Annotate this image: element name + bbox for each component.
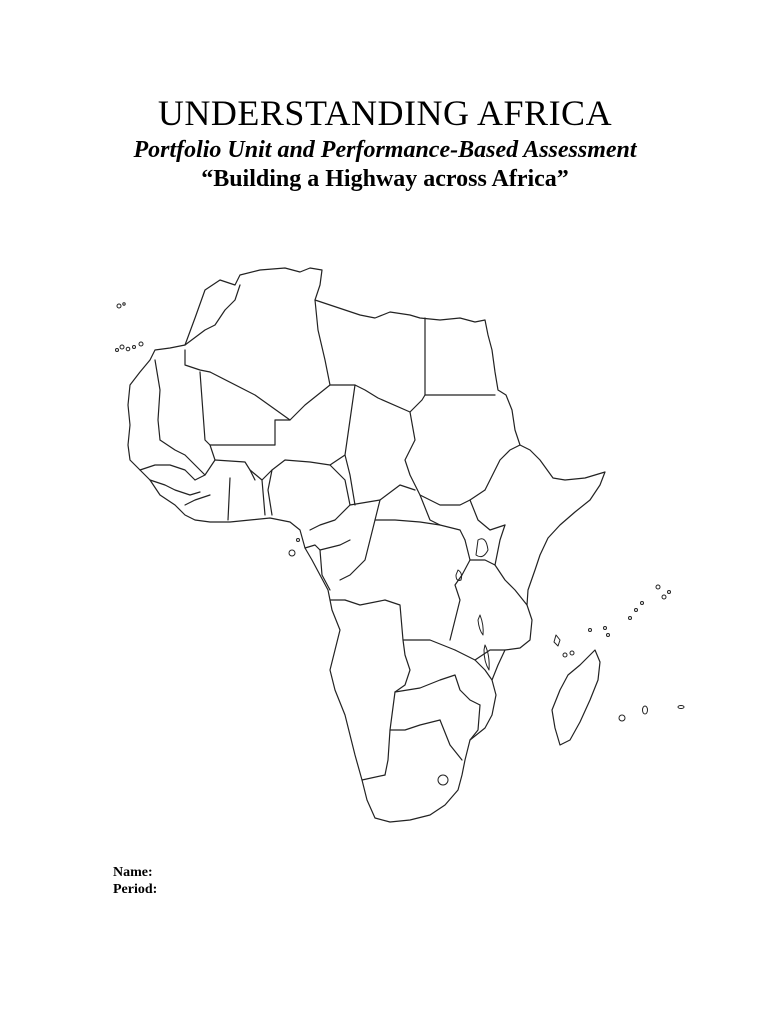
africa-outline-map [110,262,690,832]
project-title: “Building a Highway across Africa” [201,166,569,192]
madagascar-outline [552,650,600,745]
page-subtitle: Portfolio Unit and Performance-Based Assessment [133,137,637,163]
name-label: Name: [113,865,153,880]
page-title: UNDERSTANDING AFRICA [157,93,613,133]
period-label: Period: [113,882,158,897]
student-info-fields [113,864,157,898]
continent-outline [128,268,605,822]
